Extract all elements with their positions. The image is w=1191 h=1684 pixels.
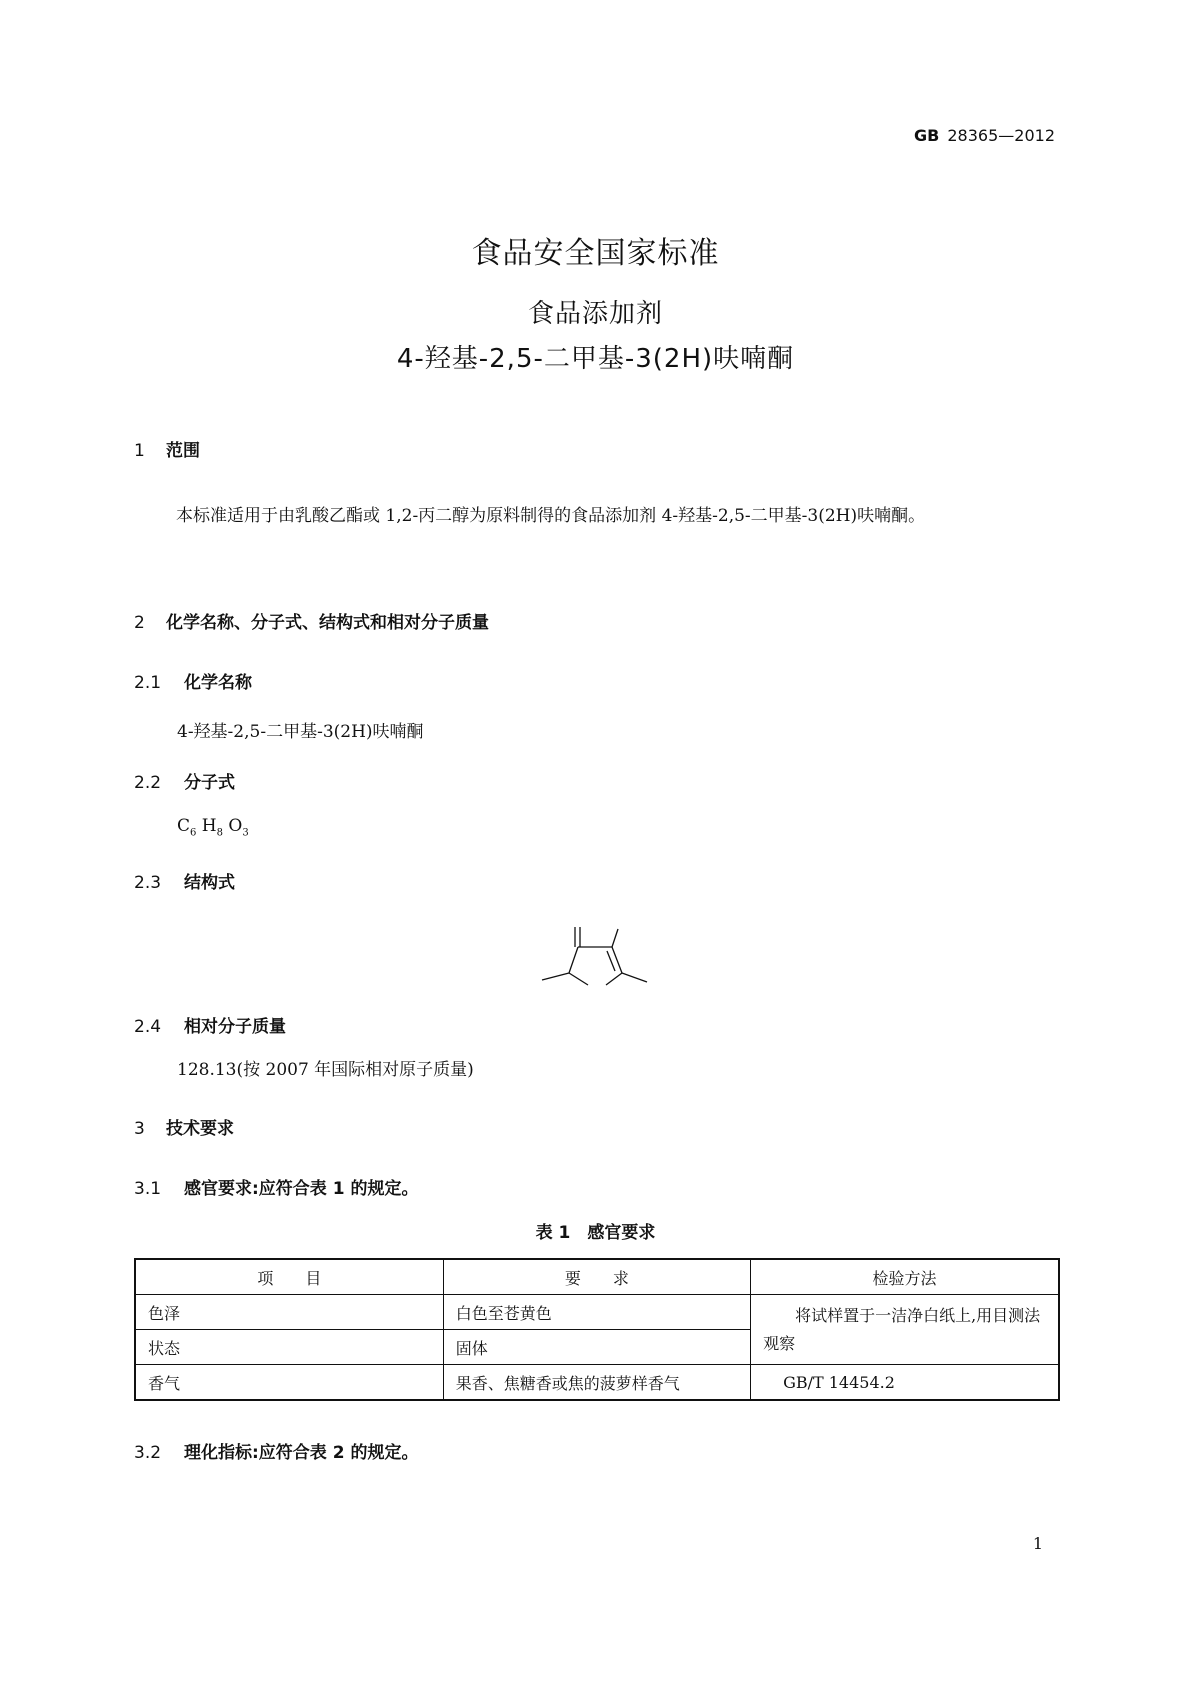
table-row [135, 1365, 1059, 1401]
cell-requirement: 固体 [443, 1330, 750, 1365]
section-heading-1: 1 范围 [134, 441, 200, 461]
section-heading-3-2: 3.2 理化指标:应符合表 2 的规定。 [134, 1443, 419, 1463]
section-title: 范围 [166, 441, 200, 461]
section-heading-2-3: 2.3 结构式 [134, 873, 235, 893]
table-header-row [135, 1259, 1059, 1295]
standard-prefix: GB [914, 126, 940, 145]
table-row [135, 1295, 1059, 1330]
table-caption: 表 1 感官要求 [535, 1223, 656, 1243]
section-title: 技术要求 [166, 1119, 234, 1139]
section-title: 分子式 [184, 773, 235, 793]
section-heading-2-2: 2.2 分子式 [134, 773, 235, 793]
section-heading-2: 2 化学名称、分子式、结构式和相对分子质量 [134, 613, 489, 633]
page-number: 1 [1032, 1534, 1043, 1553]
section-title: 化学名称、分子式、结构式和相对分子质量 [166, 613, 489, 633]
document-title: 食品安全国家标准 [471, 236, 720, 271]
cell-item: 香气 [135, 1365, 443, 1401]
document-subtitle: 食品添加剂 [527, 299, 663, 329]
cell-method: GB/T 14454.2 [751, 1365, 1059, 1401]
cell-item: 状态 [135, 1330, 443, 1365]
standard-code [914, 126, 1055, 145]
section-title: 化学名称 [184, 673, 252, 693]
section-title: 结构式 [184, 873, 235, 893]
cell-method-shared: 将试样置于一洁净白纸上,用目测法观察 [751, 1295, 1059, 1365]
column-header-method: 检验方法 [751, 1259, 1059, 1295]
document-product-name: 4-羟基-2,5-二甲基-3(2H)呋喃酮 [396, 344, 795, 374]
section-title: 相对分子质量 [184, 1017, 286, 1037]
chemical-name: 4-羟基-2,5-二甲基-3(2H)呋喃酮 [177, 722, 424, 742]
section-heading-3-1: 3.1 感官要求:应符合表 1 的规定。 [134, 1179, 419, 1199]
section-heading-3: 3 技术要求 [134, 1119, 234, 1139]
section-title: 感官要求:应符合表 1 的规定。 [184, 1179, 419, 1199]
structural-formula [536, 903, 656, 993]
scope-paragraph: 本标准适用于由乳酸乙酯或 1,2-丙二醇为原料制得的食品添加剂 4-羟基-2,5-二甲基-3(2H)呋喃酮。 [176, 506, 926, 526]
sensory-requirements-table [134, 1258, 1060, 1401]
column-header-requirement: 要 求 [443, 1259, 750, 1295]
cell-requirement: 白色至苍黄色 [443, 1295, 750, 1330]
cell-item: 色泽 [135, 1295, 443, 1330]
standard-number: 28365—2012 [947, 126, 1055, 145]
molecular-formula: $C_6$ $H_8$ $O_3$ [177, 816, 249, 839]
section-title: 理化指标:应符合表 2 的规定。 [184, 1443, 419, 1463]
column-header-item: 项 目 [135, 1259, 443, 1295]
section-heading-2-4: 2.4 相对分子质量 [134, 1017, 286, 1037]
cell-requirement: 果香、焦糖香或焦的菠萝样香气 [443, 1365, 750, 1401]
molecular-mass: 128.13(按 2007 年国际相对原子质量) [177, 1060, 474, 1080]
section-heading-2-1: 2.1 化学名称 [134, 673, 252, 693]
